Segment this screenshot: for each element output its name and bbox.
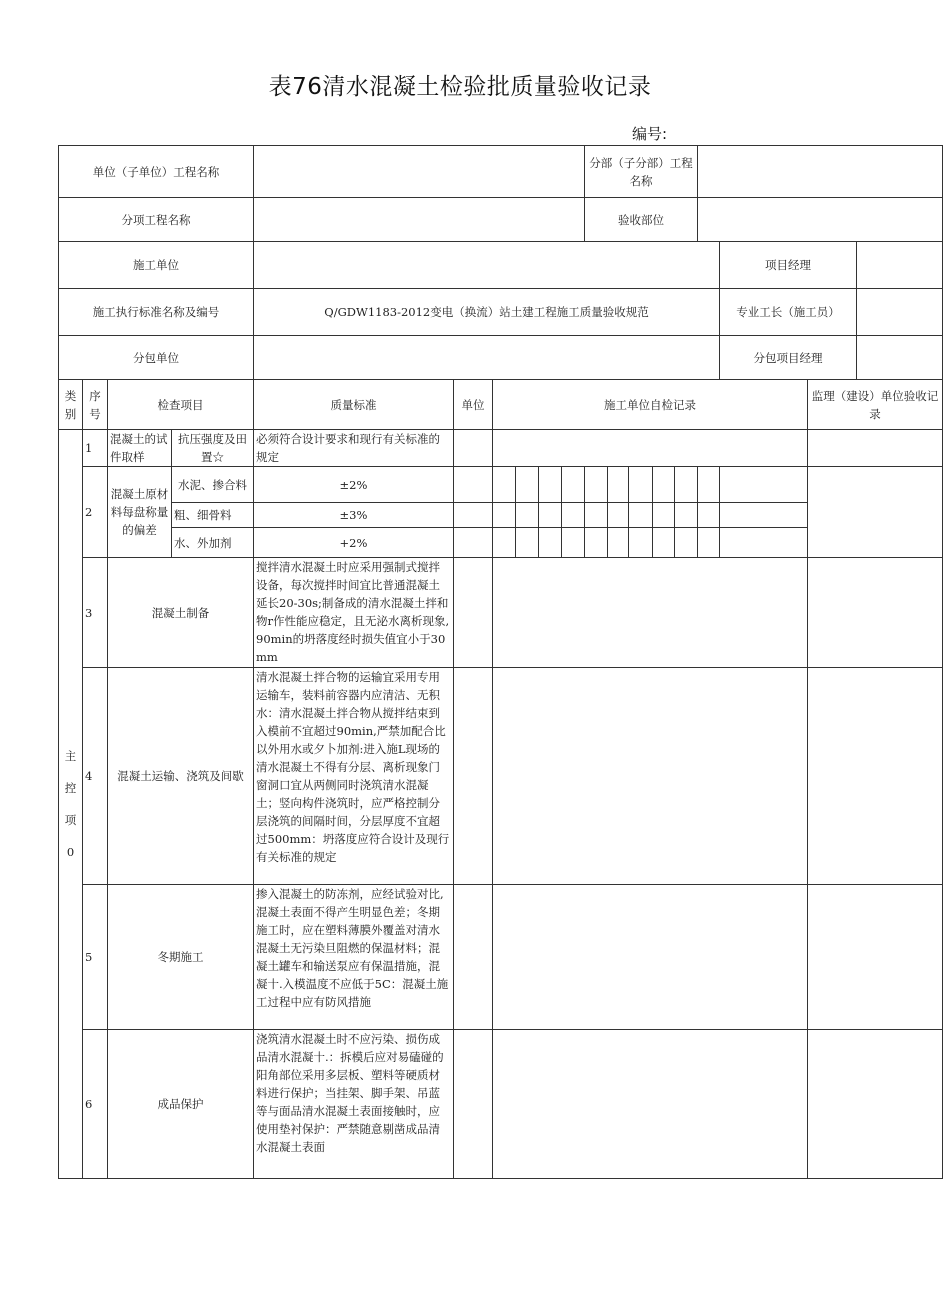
check-item: 混凝土制备	[108, 558, 254, 668]
item-project-value[interactable]	[254, 198, 585, 242]
check-sub-item: 水、外加剂	[172, 528, 254, 558]
record-cell[interactable]	[493, 503, 516, 528]
record-cell[interactable]	[675, 503, 698, 528]
unit-cell[interactable]	[454, 467, 493, 503]
record-cell[interactable]	[608, 467, 629, 503]
item-project-label: 分项工程名称	[59, 198, 254, 242]
record-cell[interactable]	[516, 528, 539, 558]
record-cell[interactable]	[539, 467, 562, 503]
check-item: 成品保护	[108, 1030, 254, 1179]
document-number-label: 编号:	[632, 125, 668, 143]
project-manager-label: 项目经理	[720, 242, 857, 289]
record-cell[interactable]	[675, 528, 698, 558]
supervisor-cell[interactable]	[808, 467, 943, 558]
record-cell[interactable]	[562, 503, 585, 528]
inspection-part-label: 验收部位	[585, 198, 698, 242]
standard-value: Q/GDW1183-2012变电（换流）站土建工程施工质量验收规范	[254, 289, 720, 336]
unit-cell[interactable]	[454, 528, 493, 558]
inspection-part-value[interactable]	[698, 198, 943, 242]
record-cell[interactable]	[629, 503, 653, 528]
main-control-category	[59, 430, 83, 1179]
quality-standard: +2%	[254, 528, 454, 558]
record-cell[interactable]	[653, 528, 675, 558]
row-no: 1	[83, 430, 108, 467]
quality-standard: 必须符合设计要求和现行有关标准的规定	[254, 430, 454, 467]
record-cell[interactable]	[562, 528, 585, 558]
project-manager-value[interactable]	[857, 242, 943, 289]
category-char: 项	[64, 813, 77, 827]
check-sub-item: 抗压强度及田置☆	[172, 430, 254, 467]
row-no: 6	[83, 1030, 108, 1179]
standard-label: 施工执行标准名称及编号	[59, 289, 254, 336]
col-check-item: 检查项目	[108, 380, 254, 430]
record-cell[interactable]	[539, 528, 562, 558]
category-char: 控	[64, 781, 77, 795]
unit-cell[interactable]	[454, 503, 493, 528]
record-cell[interactable]	[629, 528, 653, 558]
supervisor-cell[interactable]	[808, 1030, 943, 1179]
row-no: 5	[83, 885, 108, 1030]
check-sub-item: 水泥、掺合料	[172, 467, 254, 503]
quality-standard: 掺入混凝土的防冻剂，应经试验对比,混凝土表面不得产生明显色差；冬期施工时，应在塑料薄膜外覆盖对清水混凝土无污染旦阻燃的保温材料；混凝土罐车和输送泵应有保温措施，混凝十.入模温度不应低于5C：混凝土施工过程中应有防风措施	[254, 885, 454, 1030]
quality-standard: 浇筑清水混凝土时不应污染、损伤成品清水混凝十.：拆模后应对易磕碰的阳角部位采用多层板、塑料等硬质材料进行保护；当挂架、脚手架、吊蓝等与面品清水混凝土表面接触时，应使用垫衬保护：严禁随意剔凿成品清水混凝土表面	[254, 1030, 454, 1179]
category-char: 主	[64, 749, 77, 763]
document-number	[632, 123, 669, 144]
record-cell[interactable]	[539, 503, 562, 528]
check-item: 冬期施工	[108, 885, 254, 1030]
self-check-cell[interactable]	[493, 885, 808, 1030]
supervisor-cell[interactable]	[808, 885, 943, 1030]
record-cell[interactable]	[585, 528, 608, 558]
category-extra: 0	[66, 845, 75, 859]
check-item: 混凝土的试件取样	[108, 430, 172, 467]
foreman-label: 专业工长（施工员）	[720, 289, 857, 336]
col-unit: 单位	[454, 380, 493, 430]
record-cell[interactable]	[653, 503, 675, 528]
quality-standard: 搅拌清水混凝土时应采用强制式搅拌设备，每次搅拌时间宜比普通混凝土延长20-30s;制备成的清水混凝土拌和物r作性能应稳定，且无泌水离析现象,90min的坍落度经时损失值宜小于30mm	[254, 558, 454, 668]
record-cell[interactable]	[493, 467, 516, 503]
record-cell[interactable]	[585, 467, 608, 503]
quality-standard: ±2%	[254, 467, 454, 503]
quality-standard: ±3%	[254, 503, 454, 528]
check-item: 混凝土运输、浇筑及间歇	[108, 668, 254, 885]
col-self-check: 施工单位自检记录	[493, 380, 808, 430]
sub-project-label: 分部（子分部）工程名称	[585, 146, 698, 198]
sub-project-value[interactable]	[698, 146, 943, 198]
unit-cell[interactable]	[454, 885, 493, 1030]
record-cell[interactable]	[698, 503, 720, 528]
contractor-value[interactable]	[254, 242, 720, 289]
record-cell[interactable]	[653, 467, 675, 503]
self-check-cell[interactable]	[493, 558, 808, 668]
record-cell[interactable]	[629, 467, 653, 503]
record-cell-wide[interactable]	[720, 528, 808, 558]
quality-standard: 清水混凝土拌合物的运输宜采用专用运输车，装料前容器内应清洁、无积水：清水混凝土拌合物从搅拌结束到入模前不宜超过90min,严禁加配合比以外用水或夕卜加剂:进入施L现场的清水混凝土不得有分层、离析现象门窗洞口宜从两侧同时浇筑清水混凝土；竖向构件浇筑时，应严格控制分层浇筑的间隔时间，分层厚度不宜超过500mm：坍落度应符合设计及现行有关标准的规定	[254, 668, 454, 885]
unit-project-value[interactable]	[254, 146, 585, 198]
record-cell-wide[interactable]	[720, 503, 808, 528]
record-cell[interactable]	[516, 467, 539, 503]
unit-cell[interactable]	[454, 668, 493, 885]
check-sub-item: 粗、细骨料	[172, 503, 254, 528]
record-cell[interactable]	[608, 503, 629, 528]
supervisor-cell[interactable]	[808, 558, 943, 668]
record-cell[interactable]	[516, 503, 539, 528]
record-cell[interactable]	[585, 503, 608, 528]
record-cell[interactable]	[493, 528, 516, 558]
foreman-value[interactable]	[857, 289, 943, 336]
document-title: 表76清水混凝土检验批质量验收记录	[268, 74, 652, 100]
unit-project-label: 单位（子单位）工程名称	[59, 146, 254, 198]
subcontractor-value[interactable]	[254, 336, 720, 380]
row-no: 4	[83, 668, 108, 885]
self-check-cell[interactable]	[493, 430, 808, 467]
record-cell[interactable]	[562, 467, 585, 503]
sub-pm-value[interactable]	[857, 336, 943, 380]
col-supervisor: 监理（建设）单位验收记录	[808, 380, 943, 430]
col-seq: 序号	[83, 380, 108, 430]
row-no: 3	[83, 558, 108, 668]
col-category: 类别	[59, 380, 83, 430]
contractor-label: 施工单位	[59, 242, 254, 289]
self-check-cell[interactable]	[493, 668, 808, 885]
unit-cell[interactable]	[454, 558, 493, 668]
record-cell[interactable]	[698, 467, 720, 503]
supervisor-cell[interactable]	[808, 430, 943, 467]
sub-pm-label: 分包项目经理	[720, 336, 857, 380]
unit-cell[interactable]	[454, 1030, 493, 1179]
supervisor-cell[interactable]	[808, 668, 943, 885]
row-no: 2	[83, 467, 108, 558]
self-check-cell[interactable]	[493, 1030, 808, 1179]
acceptance-record-table	[58, 145, 943, 1179]
check-item: 混凝土原材料每盘称量的偏差	[108, 467, 172, 558]
record-cell-wide[interactable]	[720, 467, 808, 503]
record-cell[interactable]	[675, 467, 698, 503]
col-standard: 质量标准	[254, 380, 454, 430]
subcontractor-label: 分包单位	[59, 336, 254, 380]
record-cell[interactable]	[698, 528, 720, 558]
unit-cell[interactable]	[454, 430, 493, 467]
record-cell[interactable]	[608, 528, 629, 558]
